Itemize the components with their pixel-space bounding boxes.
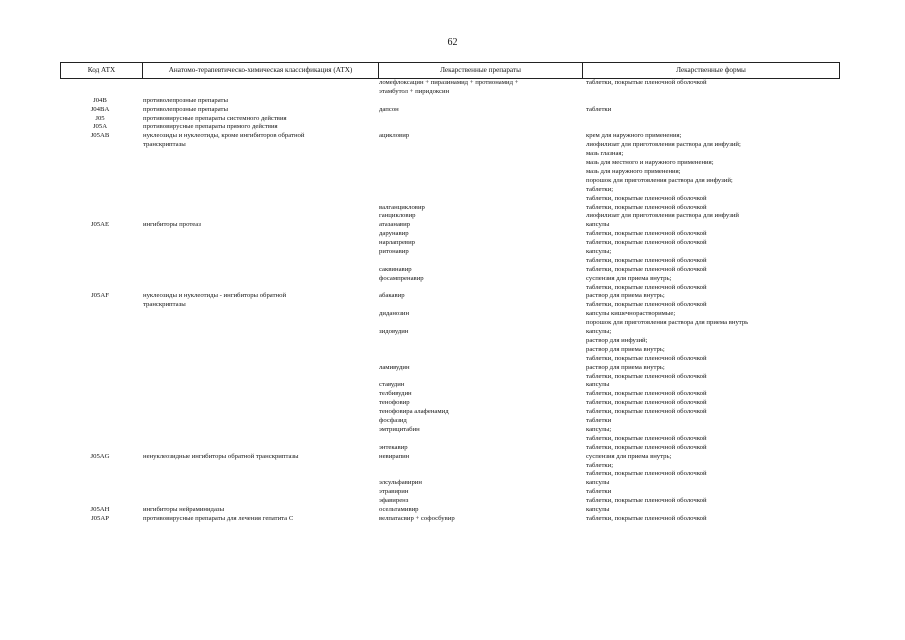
drug-cell: тенофовира алафенамид [379, 408, 449, 416]
table-row [60, 79, 840, 97]
table-row [60, 204, 840, 213]
drug-cell: дапсон [379, 105, 399, 113]
form-cell: таблетки, покрытые пленочной оболочкой [586, 514, 707, 522]
header-drugs: Лекарственные препараты [378, 63, 582, 78]
atc-name-cell: противовирусные препараты прямого действия [143, 123, 278, 131]
table-body [60, 79, 840, 524]
drug-cell: зидовудин [379, 328, 409, 336]
form-cell: таблетки, покрытые пленочной оболочкой [586, 203, 707, 211]
table-row [60, 497, 840, 506]
table-row [60, 381, 840, 390]
drug-cell: ганцикловир [379, 212, 416, 220]
form-cell: таблетки, покрытые пленочной оболочкой [586, 497, 707, 505]
form-cell: таблетки [586, 488, 612, 496]
drug-cell: диданозин [379, 310, 410, 318]
header-classification: Анатомо-терапевтическо-химическая классификация (АТХ) [142, 63, 378, 78]
atc-code-cell: J05 [95, 114, 105, 122]
atc-code-cell: J04BA [90, 105, 110, 113]
form-cell: капсулы [586, 381, 610, 389]
atc-code-cell: J05AE [90, 221, 110, 229]
drug-cell: фосампренавир [379, 274, 424, 282]
header-forms: Лекарственные формы [582, 63, 840, 78]
table-row [60, 239, 840, 248]
atc-name-cell: противовирусные препараты для лечения гепатита С [143, 514, 294, 522]
form-cell: суспензия для приема внутрь; таблетки, покрытые пленочной оболочкой [586, 274, 707, 291]
table-row [60, 106, 840, 115]
atc-code-cell: J05AH [90, 505, 110, 513]
table-row [60, 444, 840, 453]
table-row [60, 97, 840, 106]
table-row [60, 328, 840, 364]
table-row [60, 266, 840, 275]
atc-name-cell: ингибиторы протеаз [143, 221, 201, 229]
drug-cell: ламивудин [379, 363, 410, 371]
table-row [60, 417, 840, 426]
form-cell: таблетки, покрытые пленочной оболочкой [586, 230, 707, 238]
form-cell: крем для наружного применения; лиофилизат для приготовления раствора для инфузий; мазь глазная; мазь для местного и наружного применения; мазь для наружного применения; порошок для приготовления раствора для инфузий; таблетки; таблетки, покрытые пленочной оболочкой [586, 132, 741, 202]
drug-cell: ритонавир [379, 248, 409, 255]
table-row [60, 292, 840, 310]
form-cell: таблетки, покрытые пленочной оболочкой [586, 390, 707, 398]
drug-cell: велпатасвир + софосбувир [379, 514, 455, 522]
form-cell: таблетки, покрытые пленочной оболочкой [586, 79, 707, 86]
form-cell: лиофилизат для приготовления раствора для инфузий [586, 212, 739, 220]
form-cell: капсулы; раствор для инфузий; раствор для приема внутрь; таблетки, покрытые пленочной оболочкой [586, 328, 707, 362]
form-cell: таблетки [586, 417, 612, 425]
atc-code-cell: J05A [92, 123, 108, 131]
atc-name-cell: противовирусные препараты системного действия [143, 114, 287, 122]
drug-cell: этравирин [379, 488, 409, 496]
table-row [60, 488, 840, 497]
atc-name-cell: противолепрозные препараты [143, 105, 228, 113]
drug-cell: эфавиренз [379, 497, 409, 505]
atc-name-cell: противолепрозные препараты [143, 96, 228, 104]
form-cell: капсулы [586, 221, 610, 229]
atc-code-cell: J05AP [91, 514, 109, 522]
form-cell: таблетки, покрытые пленочной оболочкой [586, 265, 707, 273]
drug-cell: элсульфавирин [379, 479, 422, 487]
atc-name-cell: нуклеозиды и нуклеотиды, кроме ингибиторов обратной транскриптазы [143, 132, 305, 149]
drug-cell: осельтамивир [379, 505, 419, 513]
table-row [60, 479, 840, 488]
table-row [60, 390, 840, 399]
table-row [60, 230, 840, 239]
table-row [60, 132, 840, 203]
atc-name-cell: нуклеозиды и нуклеотиды - ингибиторы обратной транскриптазы [143, 292, 287, 309]
table-row [60, 399, 840, 408]
drug-cell: эмтрицитабин [379, 425, 420, 433]
table-row [60, 221, 840, 230]
drug-cell: ломефлоксацин + пиразинамид + протионамид + этамбутол + пиридоксин [379, 79, 519, 95]
form-cell: капсулы кишечнорастворимые; порошок для приготовления раствора для приема внутрь [586, 310, 749, 327]
atc-code-cell: J05AB [90, 132, 110, 140]
atc-name-cell: ненуклеозидные ингибиторы обратной транскриптазы [143, 452, 299, 460]
form-cell: капсулы [586, 505, 610, 513]
form-cell: раствор для приема внутрь; таблетки, покрытые пленочной оболочкой [586, 292, 707, 309]
table-row [60, 506, 840, 515]
form-cell: капсулы [586, 479, 610, 487]
table-row [60, 408, 840, 417]
table-row [60, 453, 840, 480]
table-row [60, 310, 840, 328]
form-cell: таблетки, покрытые пленочной оболочкой [586, 443, 707, 451]
drug-cell: нарлапревир [379, 239, 415, 247]
table-row [60, 212, 840, 221]
form-cell: таблетки, покрытые пленочной оболочкой [586, 399, 707, 407]
form-cell: капсулы; таблетки, покрытые пленочной оболочкой [586, 248, 707, 264]
table-row [60, 115, 840, 124]
drug-cell: тенофовир [379, 399, 410, 407]
form-cell: таблетки, покрытые пленочной оболочкой [586, 239, 707, 247]
table-row [60, 515, 840, 524]
drug-cell: атазанавир [379, 221, 411, 229]
atc-code-cell: J04B [93, 96, 107, 104]
header-code: Код АТХ [60, 63, 142, 78]
atc-code-cell: J05AF [91, 292, 109, 300]
drug-cell: энтекавир [379, 443, 408, 451]
table-row [60, 248, 840, 266]
form-cell: раствор для приема внутрь; таблетки, покрытые пленочной оболочкой [586, 363, 707, 380]
table-row [60, 123, 840, 132]
form-cell: суспензия для приема внутрь; таблетки; таблетки, покрытые пленочной оболочкой [586, 452, 707, 478]
drug-cell: ставудин [379, 381, 405, 389]
drug-cell: ацикловир [379, 132, 410, 140]
form-cell: таблетки [586, 105, 612, 113]
drug-cell: дарунавир [379, 230, 409, 238]
table-row [60, 275, 840, 293]
table-row [60, 364, 840, 382]
drug-cell: невирапин [379, 452, 410, 460]
drug-cell: фосфазид [379, 417, 407, 425]
table-row [60, 426, 840, 444]
atc-name-cell: ингибиторы нейраминидазы [143, 505, 225, 513]
form-cell: капсулы; таблетки, покрытые пленочной оболочкой [586, 425, 707, 442]
table-header [60, 62, 840, 79]
drug-cell: телбивудин [379, 390, 412, 398]
drug-cell: абакавир [379, 292, 405, 300]
page-number: 62 [447, 37, 458, 48]
drug-cell: саквинавир [379, 265, 412, 273]
drug-cell: валганцикловир [379, 203, 425, 211]
form-cell: таблетки, покрытые пленочной оболочкой [586, 408, 707, 416]
atc-code-cell: J05AG [90, 452, 110, 460]
